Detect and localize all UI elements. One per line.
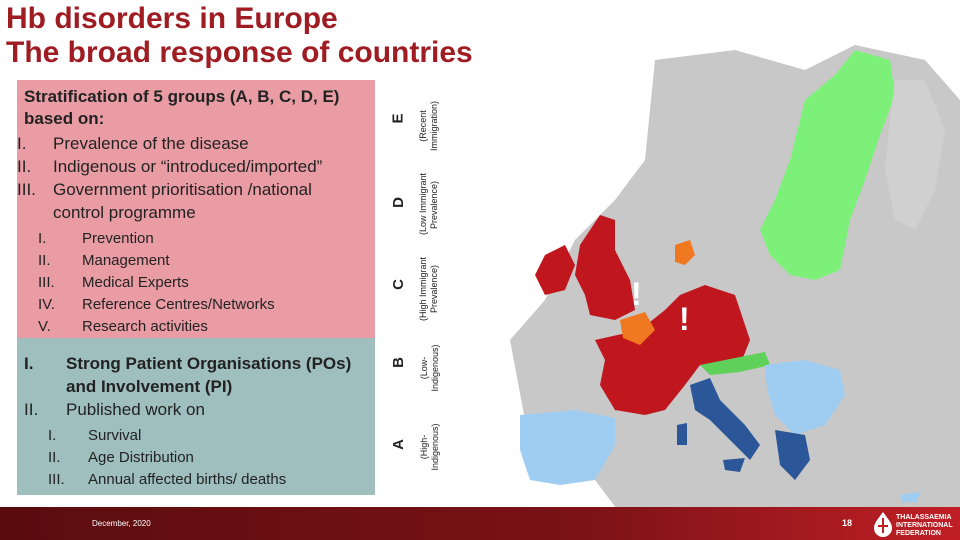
group-desc-line2: Prevalence) (429, 180, 439, 230)
slide-title (6, 2, 473, 70)
europe-map (505, 40, 960, 520)
subitem-num: II. (38, 252, 51, 269)
group-desc-line2: Immigration) (429, 101, 439, 152)
subitem-num: I. (48, 427, 57, 444)
criteria-item (17, 155, 367, 178)
group-desc-line1: (Low Immigrant (418, 172, 428, 235)
subitem-num: III. (38, 274, 55, 291)
patient-orgs-item (24, 352, 364, 398)
subitem-text: Annual affected births/ deaths (88, 471, 287, 488)
map-sardinia (677, 423, 687, 445)
criteria-subitem (38, 272, 358, 294)
logo-line2: INTERNATIONAL (896, 522, 953, 529)
group-letter: E (389, 113, 407, 124)
group-letter: C (389, 279, 407, 290)
group-desc (419, 417, 441, 477)
subitem-text: Research activities (82, 318, 208, 335)
patient-orgs-subitem (48, 447, 358, 469)
criteria-text: Prevalence of the disease (53, 134, 249, 153)
patient-orgs-list (24, 352, 364, 421)
group-letter: A (389, 439, 407, 450)
group-desc-line1: (High Immigrant (418, 257, 428, 322)
subitem-num: II. (48, 449, 61, 466)
subitem-num: I. (38, 230, 47, 247)
tif-logo-icon (872, 511, 894, 537)
group-band-e (385, 80, 447, 160)
criteria-sublist (38, 228, 358, 338)
logo-line1: THALASSAEMIA (896, 514, 952, 521)
criteria-subitem (38, 250, 358, 272)
group-band-d (385, 160, 447, 240)
subitem-text: Reference Centres/Networks (82, 296, 275, 313)
subitem-num: III. (48, 471, 65, 488)
subitem-text: Age Distribution (88, 449, 194, 466)
criteria-subitem (38, 316, 358, 338)
criteria-num: III. (17, 180, 36, 199)
subitem-num: IV. (38, 296, 55, 313)
group-desc-line2: Indigenous) (430, 344, 440, 392)
group-band-a (385, 400, 447, 490)
group-desc-line2: Indigenous) (430, 423, 440, 471)
criteria-heading: Stratification of 5 groups (A, B, C, D, E) based on: (24, 87, 340, 128)
subitem-text: Prevention (82, 230, 154, 247)
patient-orgs-text: Published work on (66, 400, 205, 419)
group-desc (418, 172, 440, 235)
criteria-item (17, 132, 367, 155)
exclamation-mark-1: ! (631, 276, 642, 312)
patient-orgs-subitem (48, 469, 358, 491)
criteria-subitem (38, 228, 358, 250)
logo-line3: FEDERATION (896, 530, 941, 537)
title-line-1: Hb disorders in Europe (6, 2, 338, 35)
patient-orgs-sublist (48, 425, 358, 491)
criteria-list (17, 132, 367, 224)
group-desc (419, 338, 441, 398)
criteria-subitem (38, 294, 358, 316)
footer-date: December, 2020 (92, 519, 151, 528)
patient-orgs-num: I. (24, 354, 34, 373)
group-desc-line1: (High- (419, 434, 429, 460)
group-band-c (385, 240, 447, 330)
criteria-num: I. (17, 134, 27, 153)
group-desc-line1: (Recent (418, 110, 428, 142)
criteria-item (17, 178, 367, 224)
patient-orgs-subitem (48, 425, 358, 447)
patient-orgs-item (24, 398, 364, 421)
patient-orgs-text: Strong Patient Organisations (POs) and Involvement (PI) (66, 354, 352, 396)
title-line-2: The broad response of countries (6, 36, 473, 69)
page-number: 18 (842, 518, 853, 528)
group-letter: B (389, 357, 407, 368)
criteria-text: Government prioritisation /national control programme (53, 180, 312, 222)
subitem-num: V. (38, 318, 51, 335)
group-letter: D (389, 197, 407, 208)
patient-orgs-num: II. (24, 400, 39, 419)
group-band-b (385, 330, 447, 400)
tif-logo-text (896, 514, 953, 538)
criteria-num: II. (17, 157, 32, 176)
group-desc (418, 96, 440, 156)
subitem-text: Management (82, 252, 170, 269)
exclamation-mark-2: ! (679, 301, 690, 337)
subitem-text: Medical Experts (82, 274, 189, 291)
group-desc-line1: (Low- (419, 356, 429, 380)
subitem-text: Survival (88, 427, 142, 444)
group-desc (418, 255, 440, 323)
criteria-text: Indigenous or “introduced/imported” (53, 157, 323, 176)
group-desc-line2: Prevalence) (429, 264, 439, 314)
